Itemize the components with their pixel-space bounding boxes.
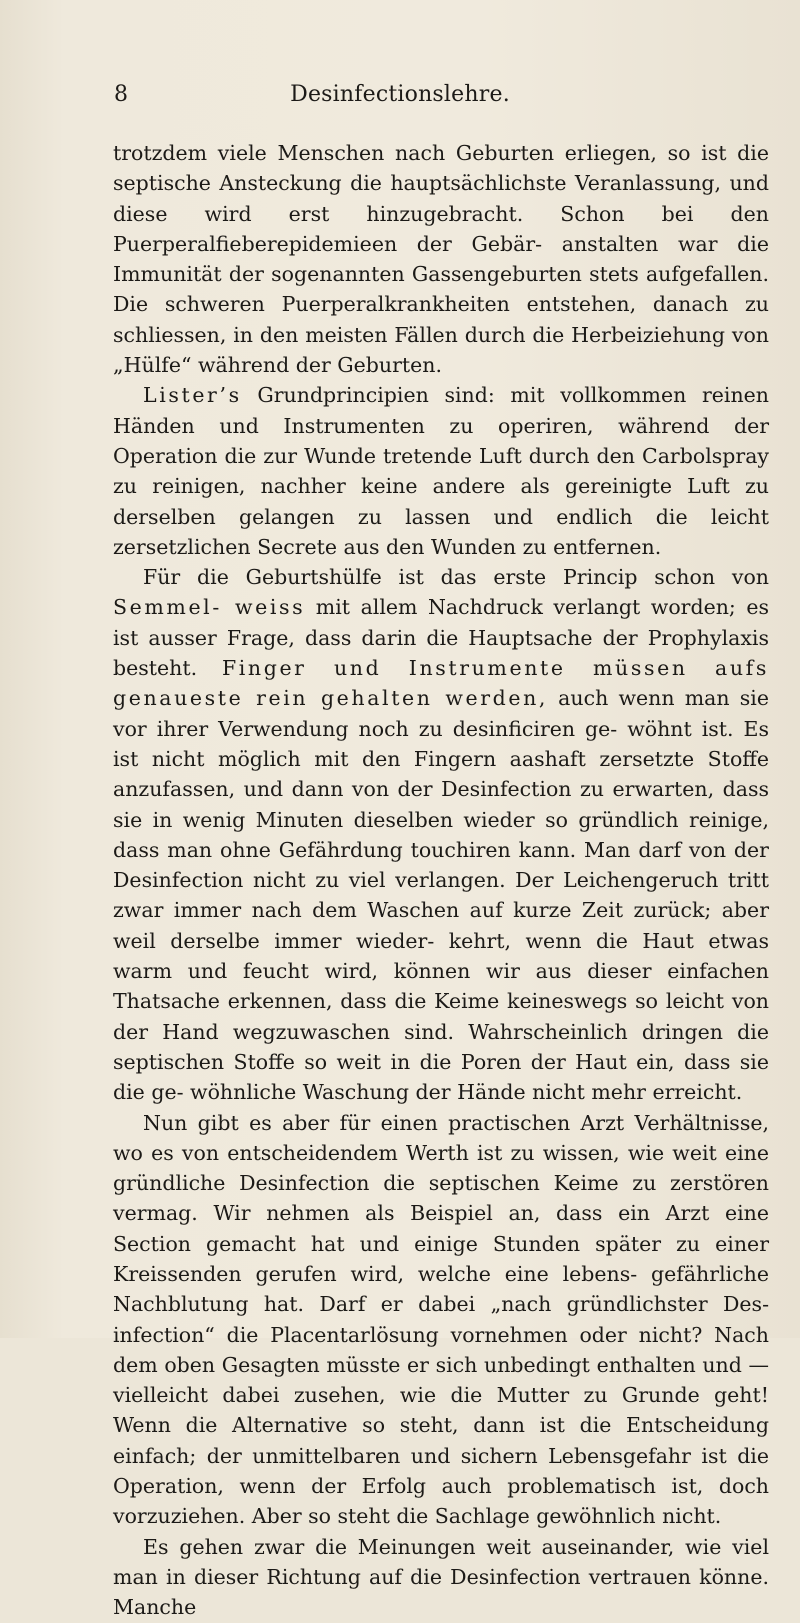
paragraph-text: auch wenn man sie vor ihrer Verwendung noch zu desinficiren ge- wöhnt ist. Es ist nicht möglich mit den Fingern aashaft zersetzte Stoffe anzufassen, und dann von der Desinfection zu erwarten, dass sie in wenig Minuten dieselben wieder so gründlich reinige, dass man ohne Gefährdung touchiren kann. Man darf von der Desinfection nicht zu viel verlangen. Der Leichengeruch tritt zwar immer nach dem Waschen auf kurze Zeit zurück; aber weil derselbe immer wieder- kehrt, wenn die Haut etwas warm und feucht wird, können wir aus dieser einfachen Thatsache erkennen, dass die Keime keineswegs so leicht von der Hand wegzuwaschen sind. Wahrscheinlich dringen die septischen Stoffe so weit in die Poren der Haut ein, dass sie die ge- wöhnliche Waschung der Hände nicht mehr erreicht. [113, 686, 769, 1105]
paragraph-text: mit allem Nachdruck verlangt worden; es ist ausser Frage, dass darin die Hauptsache der Prophylaxis besteht. [113, 595, 770, 681]
paragraph [113, 1108, 769, 1532]
paragraph [113, 380, 769, 562]
paragraph-text: Für die Geburtshülfe ist das erste Princip schon von [143, 565, 769, 590]
running-title: Desinfectionslehre. [290, 82, 510, 107]
paragraph [113, 138, 769, 380]
body-text [113, 138, 769, 1623]
paragraph-text: trotzdem viele Menschen nach Geburten erliegen, so ist die septische Ansteckung die hauptsächlichste Veranlassung, und diese wird erst hinzugebracht. Schon bei den Puerperalfieberepidemieen der Gebär- anstalten war die Immunität der sogenannten Gassengeburten stets aufgefallen. Die schweren Puerperalkrankheiten entstehen, danach zu schliessen, in den meisten Fällen durch die Herbeiziehung von „Hülfe“ während der Geburten. [113, 141, 769, 378]
running-head [0, 80, 800, 110]
paragraph [113, 1532, 769, 1623]
page-number: 8 [114, 82, 128, 107]
author-name-lister: Lister’s [143, 383, 242, 408]
paragraph-text: Grundprincipien sind: mit vollkommen reinen Händen und Instrumenten zu operiren, während der Operation die zur Wunde tretende Luft durch den Carbolspray zu reinigen, nachher keine andere als gereinigte Luft zu derselben gelangen zu lassen und endlich die leicht zersetzlichen Secrete aus den Wunden zu entfernen. [113, 383, 769, 559]
emphasized-text: Finger und Instrumente müssen aufs genaueste rein gehalten werden, [113, 656, 769, 711]
paragraph-text: Nun gibt es aber für einen practischen Arzt Verhältnisse, wo es von entscheidendem Werth ist zu wissen, wie weit eine gründliche Desinfection die septischen Keime zu zerstören vermag. Wir nehmen als Beispiel an, dass ein Arzt eine Section gemacht hat und einige Stunden später zu einer Kreissenden gerufen wird, welche eine lebens- gefährliche Nachblutung hat. Darf er dabei „nach gründlichster Des- infection“ die Placentarlösung vornehmen oder nicht? Nach dem oben Gesagten müsste er sich unbedingt enthalten und — vielleicht dabei zusehen, wie die Mutter zu Grunde geht! Wenn die Alternative so steht, dann ist die Entscheidung einfach; der unmittelbaren und sichern Lebensgefahr ist die Operation, wenn der Erfolg auch problematisch ist, doch vorzuziehen. Aber so steht die Sachlage gewöhnlich nicht. [113, 1110, 769, 1529]
paragraph [113, 562, 769, 1107]
author-name-semmelweiss: Semmel- weiss [113, 595, 306, 620]
paragraph-text: Es gehen zwar die Meinungen weit auseinander, wie viel man in dieser Richtung auf die Desinfection vertrauen könne. Manche [113, 1534, 769, 1620]
